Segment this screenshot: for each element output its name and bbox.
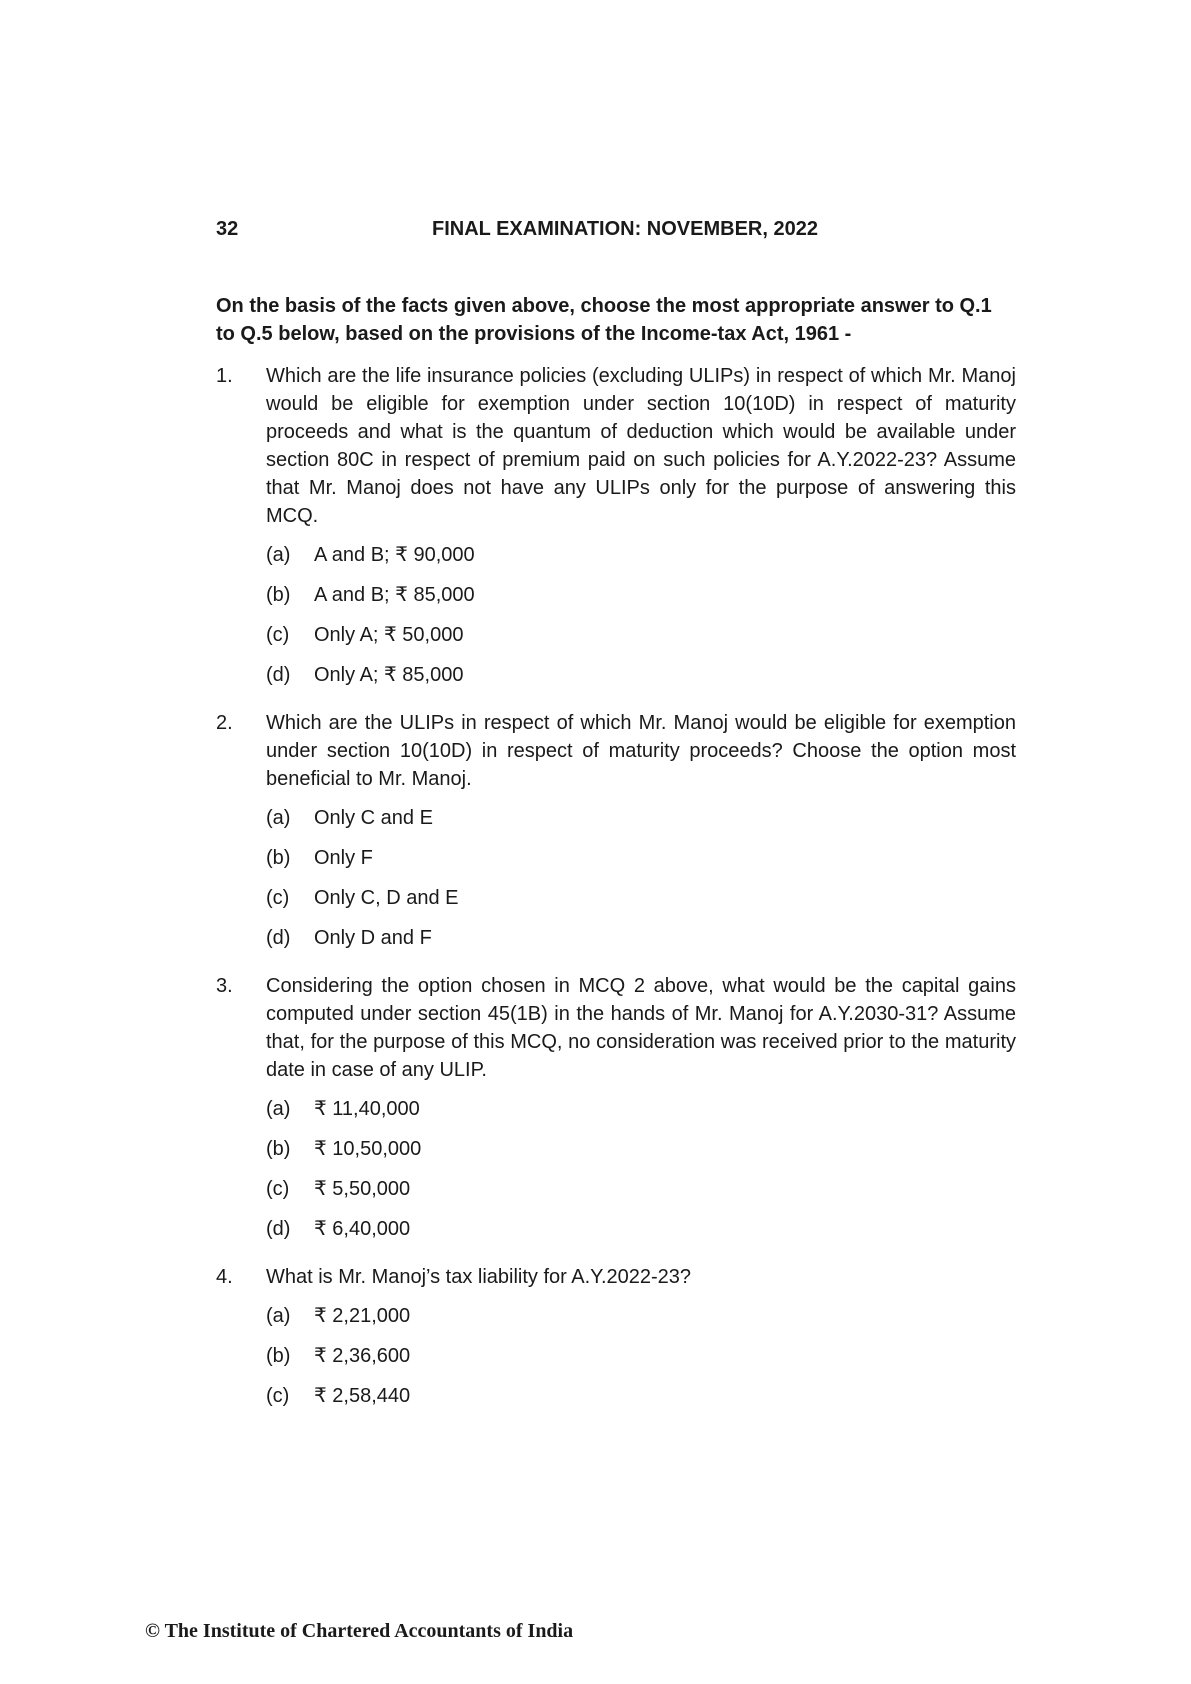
question-text: Which are the life insurance policies (excluding ULIPs) in respect of which Mr. Manoj would be eligible for exemption under section 10(10D) in respect of maturity proceeds and what is the quantum of deduction which would be available under section 80C in respect of premium paid on such policies for A.Y.2022-23? Assume that Mr. Manoj does not have any ULIPs only for the purpose of answering this MCQ. (266, 365, 1016, 527)
option (266, 1382, 1016, 1422)
option (266, 1302, 1016, 1342)
option-label: (a) (266, 1098, 291, 1120)
option (266, 1215, 1016, 1255)
option-text: ₹ 2,36,600 (314, 1345, 411, 1367)
question-3 (216, 972, 1016, 1255)
option-label: (b) (266, 584, 291, 606)
option-label: (d) (266, 927, 291, 949)
option (266, 541, 1016, 581)
option (266, 804, 1016, 844)
option-text: Only F (314, 847, 373, 869)
option (266, 844, 1016, 884)
option-list (266, 1095, 1016, 1255)
option-label: (d) (266, 664, 291, 686)
option (266, 621, 1016, 661)
option-label: (d) (266, 1218, 291, 1240)
option-label: (c) (266, 1178, 290, 1200)
option (266, 884, 1016, 924)
option-label: (b) (266, 847, 291, 869)
option (266, 661, 1016, 701)
option (266, 1175, 1016, 1215)
option-label: (b) (266, 1345, 291, 1367)
option (266, 1342, 1016, 1382)
question-text: What is Mr. Manoj’s tax liability for A.Y.2022-23? (266, 1266, 692, 1288)
question-number: 1. (216, 365, 233, 387)
page-title: FINAL EXAMINATION: NOVEMBER, 2022 (432, 218, 818, 240)
question-number: 4. (216, 1266, 233, 1288)
copyright-footer: © The Institute of Chartered Accountants of India (145, 1620, 574, 1642)
option-text: ₹ 2,21,000 (314, 1305, 411, 1327)
option-list (266, 541, 1016, 701)
question-text: Considering the option chosen in MCQ 2 above, what would be the capital gains computed under section 45(1B) in the hands of Mr. Manoj for A.Y.2030-31? Assume that, for the purpose of this MCQ, no consideration was received prior to the maturity date in case of any ULIP. (266, 975, 1016, 1081)
option-list (266, 804, 1016, 964)
option (266, 1095, 1016, 1135)
option-text: A and B; ₹ 85,000 (314, 584, 475, 606)
option-text: A and B; ₹ 90,000 (314, 544, 475, 566)
question-list (216, 362, 1016, 1430)
option-text: Only D and F (314, 927, 432, 949)
option-text: ₹ 5,50,000 (314, 1178, 411, 1200)
question-number: 2. (216, 712, 233, 734)
option (266, 581, 1016, 621)
page-number: 32 (216, 218, 239, 240)
question-2 (216, 709, 1016, 964)
question-1 (216, 362, 1016, 701)
option (266, 1135, 1016, 1175)
intro-text: On the basis of the facts given above, choose the most appropriate answer to Q.1 to Q.5 below, based on the provisions of the Income-tax Act, 1961 - (216, 295, 992, 345)
option-text: ₹ 6,40,000 (314, 1218, 411, 1240)
option-text: ₹ 11,40,000 (314, 1098, 420, 1120)
option-label: (a) (266, 544, 291, 566)
option-text: Only A; ₹ 85,000 (314, 664, 464, 686)
page-header (216, 218, 991, 244)
option-label: (a) (266, 807, 291, 829)
option-label: (c) (266, 887, 290, 909)
option-text: Only C, D and E (314, 887, 459, 909)
option-text: Only A; ₹ 50,000 (314, 624, 464, 646)
option-label: (c) (266, 624, 290, 646)
option (266, 924, 1016, 964)
option-text: Only C and E (314, 807, 433, 829)
option-text: ₹ 2,58,440 (314, 1385, 411, 1407)
option-text: ₹ 10,50,000 (314, 1138, 422, 1160)
option-label: (b) (266, 1138, 291, 1160)
option-list (266, 1302, 1016, 1422)
question-4 (216, 1263, 1016, 1422)
question-number: 3. (216, 975, 233, 997)
option-label: (c) (266, 1385, 290, 1407)
question-text: Which are the ULIPs in respect of which Mr. Manoj would be eligible for exemption under section 10(10D) in respect of maturity proceeds? Choose the option most beneficial to Mr. Manoj. (266, 712, 1016, 790)
option-label: (a) (266, 1305, 291, 1327)
